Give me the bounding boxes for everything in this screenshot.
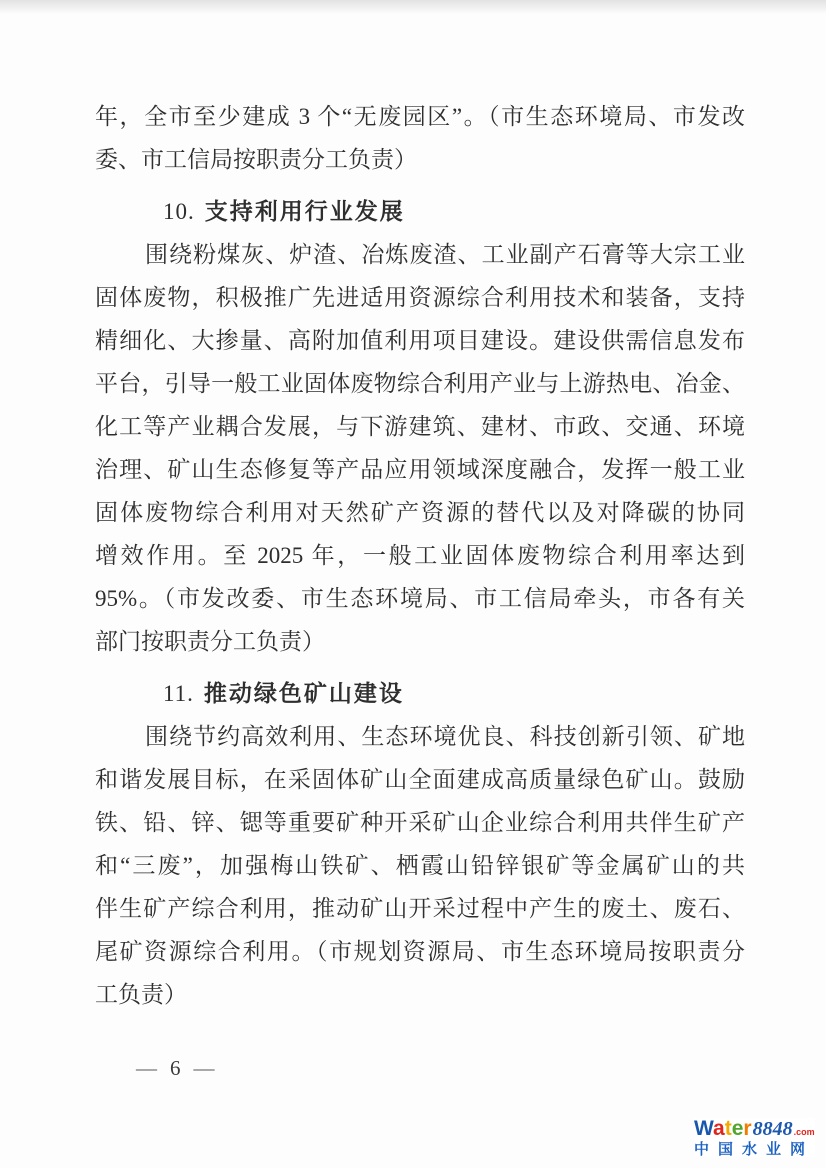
section-number: 11. [163,681,194,706]
text-line: 围绕节约高效利用、生态环境优良、科技创新引领、矿地 [145,724,745,749]
brand-tld: .com [793,1127,815,1137]
brand-letter: W [694,1117,714,1140]
text-line: 围绕粉煤灰、炉渣、冶炼废渣、工业副产石膏等大宗工业 [145,242,745,267]
text-line: 化工等产业耦合发展，与下游建筑、建材、市政、交通、环境 [95,414,745,439]
brand-letter: t [724,1117,732,1140]
text-line: 部门按职责分工负责） [95,629,325,654]
text-line: 委、市工信局按职责分工负责） [95,147,417,172]
section-title: 支持利用行业发展 [204,198,405,224]
text-line: 平台，引导一般工业固体废物综合利用产业与上游热电、冶金、 [95,371,745,396]
brand-number: 8848 [752,1118,793,1140]
brand-wordmark [694,1118,752,1139]
text-line: 尾矿资源综合利用。（市规划资源局、市生态环境局按职责分 [95,939,745,964]
text-line: 增效作用。至 2025 年，一般工业固体废物综合利用率达到 [95,543,745,568]
page-number: 6 [170,1056,181,1080]
brand-letter: e [731,1117,744,1140]
section-heading [95,190,745,233]
page-footer [136,1056,215,1081]
text-line: 治理、矿山生态修复等产品应用领域深度融合，发挥一般工业 [95,457,745,482]
footer-dash-left: — [136,1056,157,1080]
section-heading [95,672,745,715]
text-line: 固体废物综合利用对天然矿产资源的替代以及对降碳的协同 [95,500,745,525]
section-number: 10. [163,199,195,224]
text-line: 精细化、大掺量、高附加值利用项目建设。建设供需信息发布 [95,328,745,353]
brand-wordmark-row [694,1118,815,1139]
text-line: 伴生矿产综合利用，推动矿山开采过程中产生的废土、废石、 [95,896,745,921]
brand-subtitle: 中国水业网 [694,1141,815,1158]
text-line: 和“三废”，加强梅山铁矿、栖霞山铅锌银矿等金属矿山的共 [95,853,745,878]
text-line: 年，全市至少建成 3 个“无废园区”。（市生态环境局、市发改 [95,104,745,129]
text-line: 固体废物，积极推广先进适用资源综合利用技术和装备，支持 [95,285,745,310]
text-line: 工负责） [95,982,187,1007]
water8848-watermark [694,1118,815,1157]
text-line: 铁、铅、锌、锶等重要矿种开采矿山企业综合利用共伴生矿产 [95,810,745,835]
brand-letter: r [743,1117,752,1140]
text-line: 95%。（市发改委、市生态环境局、市工信局牵头，市各有关 [95,586,745,611]
brand-letter: a [713,1117,725,1140]
document-body [95,95,745,1016]
section-title: 推动绿色矿山建设 [203,680,404,706]
text-line: 和谐发展目标，在采固体矿山全面建成高质量绿色矿山。鼓励 [95,767,745,792]
footer-dash-right: — [193,1056,215,1080]
